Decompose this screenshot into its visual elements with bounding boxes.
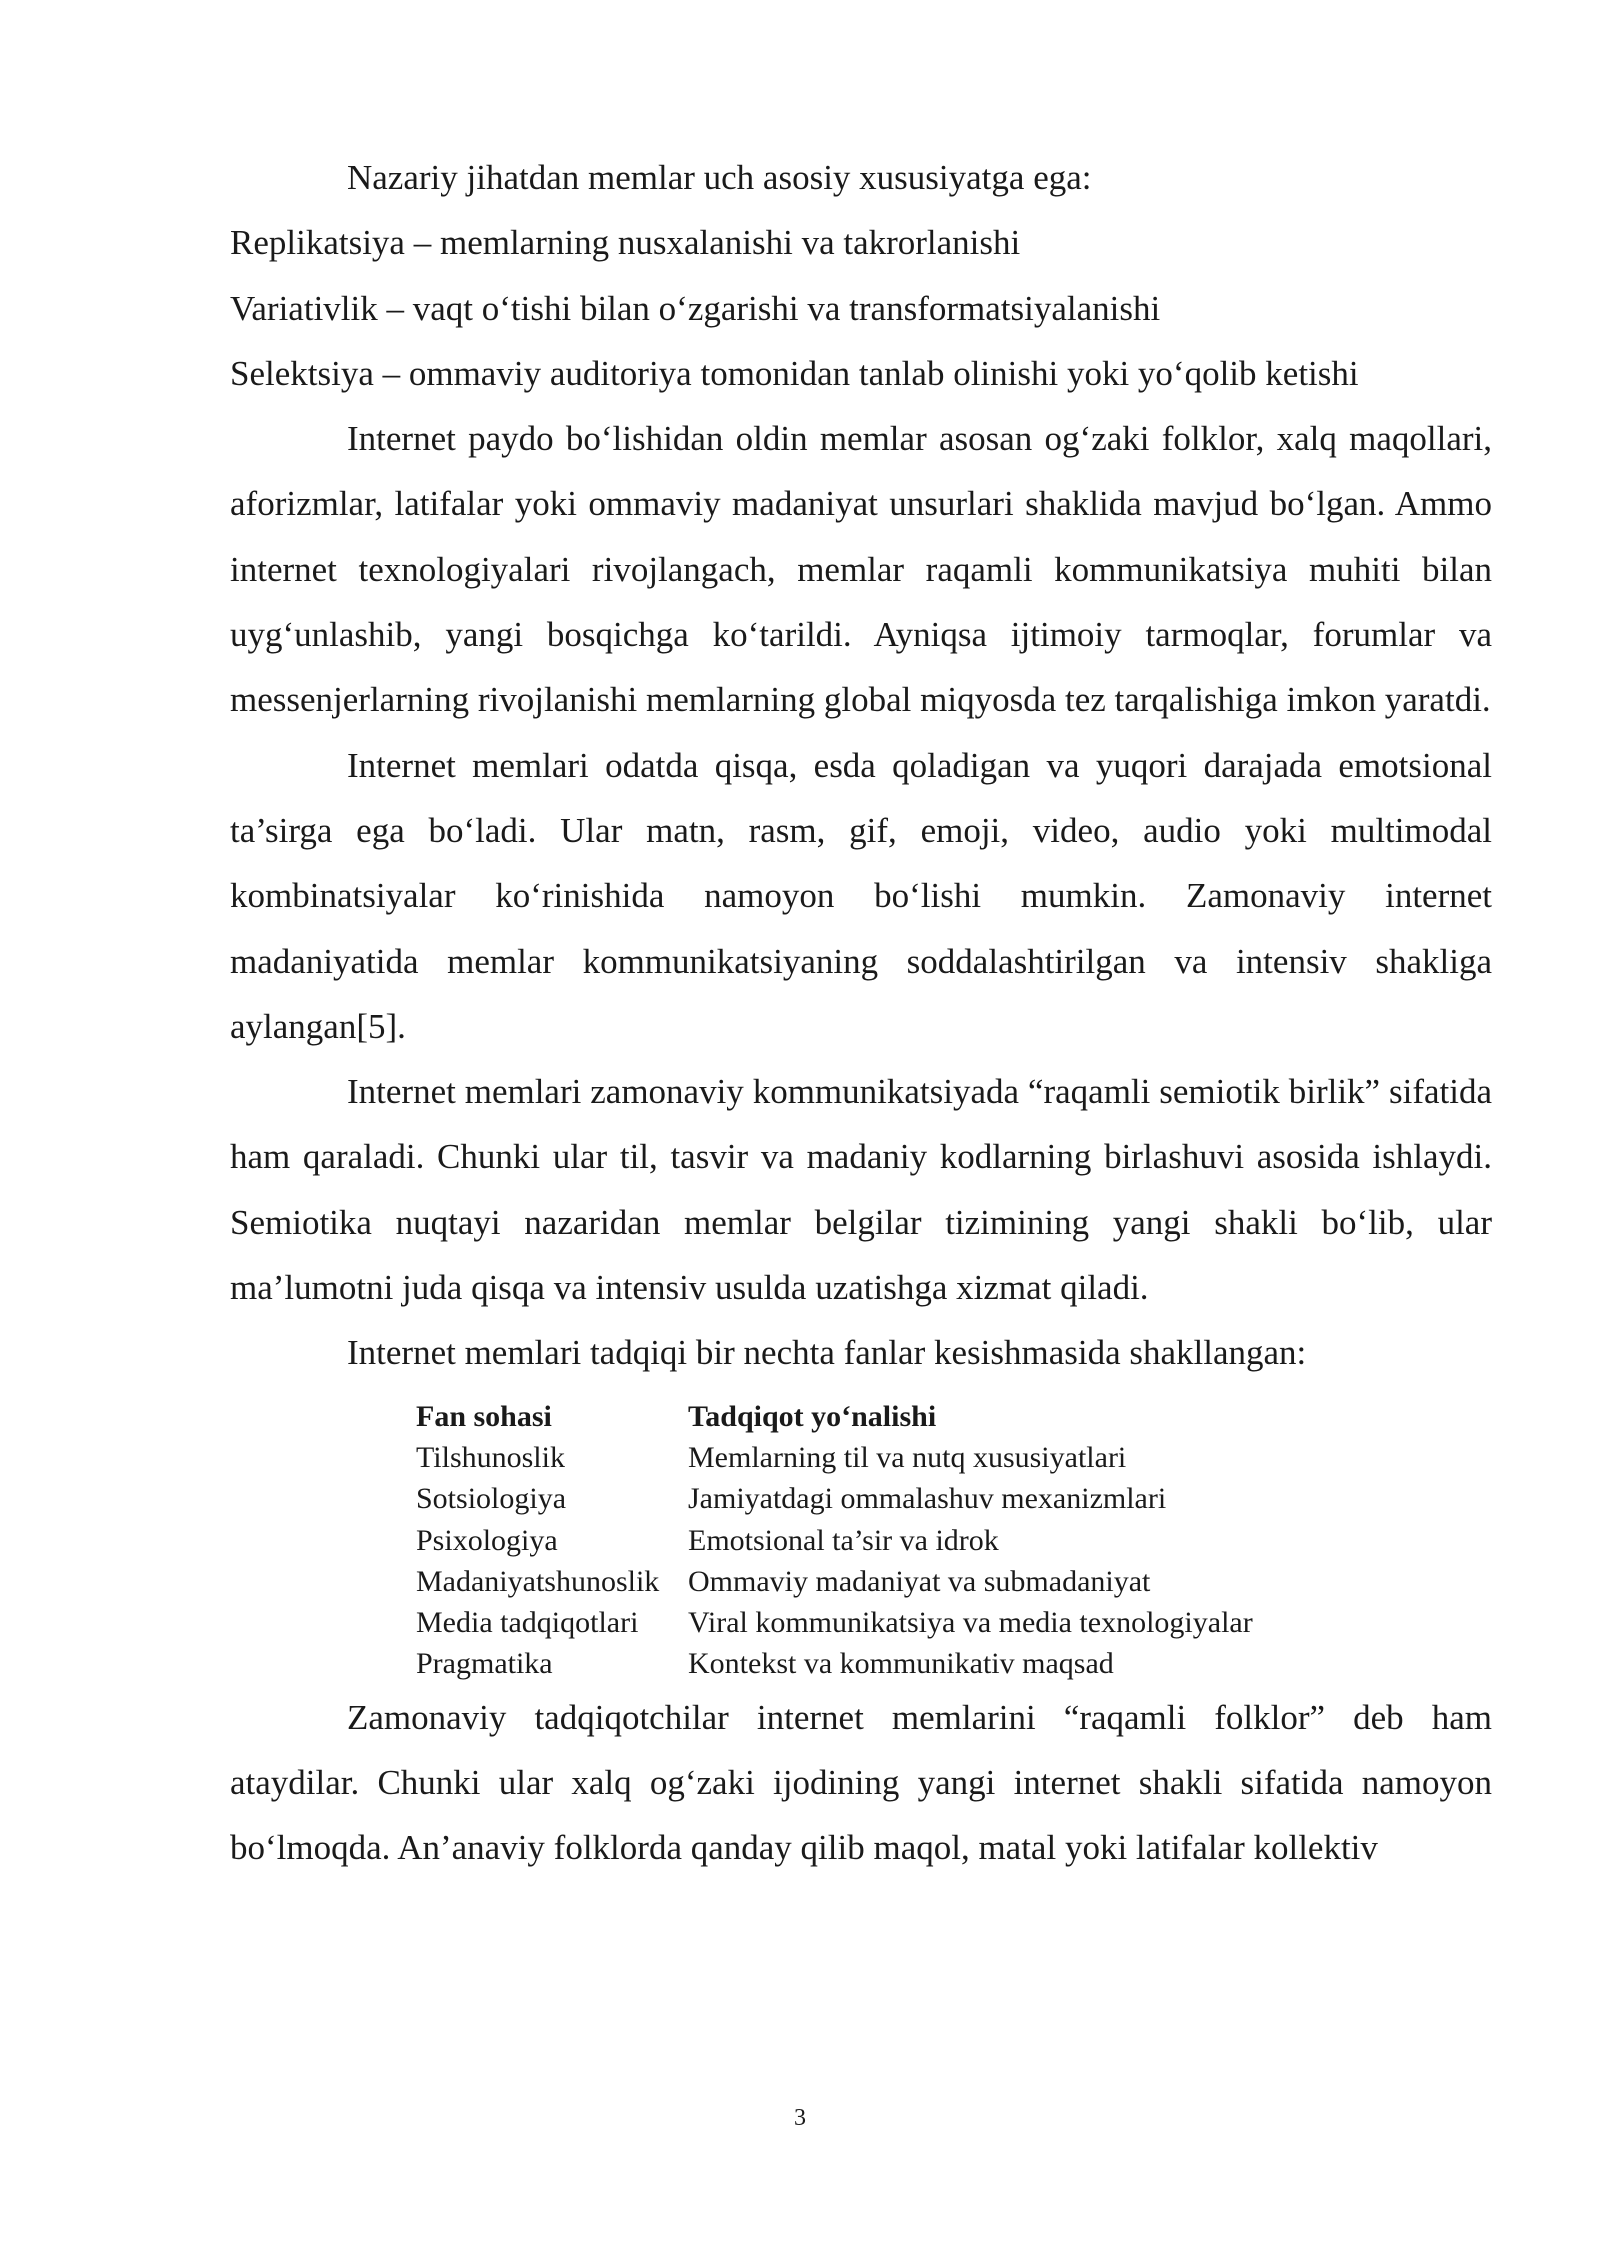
research-fields-table [416,1396,1253,1685]
paragraph-internet-memes: Internet memlari odatda qisqa, esda qoladigan va yuqori darajada emotsional ta’sirga ega bo‘ladi. Ular matn, rasm, gif, emoji, video, audio yoki multimodal kombinatsiyalar ko‘rinishida namoyon bo‘lishi mumkin. Zamonaviy internet madaniyatida memlar kommunikatsiyaning soddalashtirilgan va intensiv shakliga aylangan[5]. [230,745,1492,1046]
table-header-field: Fan sohasi [416,1399,552,1433]
table-row [416,1478,1253,1519]
table-cell-field: Sotsiologiya [416,1482,567,1516]
paragraph-before-internet: Internet paydo bo‘lishidan oldin memlar asosan og‘zaki folklor, xalq maqollari, aforizmlar, latifalar yoki ommaviy madaniyat unsurlari shaklida mavjud bo‘lgan. Ammo internet texnologiyalari rivojlangach, memlar raqamli kommunikatsiya muhiti bilan uyg‘unlashib, yangi bosqichga ko‘tarildi. Ayniqsa ijtimoiy tarmoqlar, forumlar va messenjerlarning rivojlanishi memlarning global miqyosda tez tarqalishiga imkon yaratdi. [230,419,1492,720]
paragraph-table-intro: Internet memlari tadqiqi bir nechta fanlar kesishmasida shakllangan: [347,1333,1307,1373]
table-cell-direction: Kontekst va kommunikativ maqsad [688,1647,1114,1681]
table-cell-direction: Viral kommunikatsiya va media texnologiyalar [688,1606,1253,1640]
table-header-direction: Tadqiqot yo‘nalishi [688,1399,937,1433]
table-cell-direction: Memlarning til va nutq xususiyatlari [688,1440,1127,1474]
list-item-variation: Variativlik – vaqt o‘tishi bilan o‘zgarishi va transformatsiyalanishi [230,288,1161,328]
table-row [416,1643,1253,1684]
table-cell-field: Tilshunoslik [416,1440,565,1474]
table-row [416,1437,1253,1478]
paragraph-digital-folklore: Zamonaviy tadqiqotchilar internet memlarini “raqamli folklor” deb ham ataydilar. Chunki ular xalq og‘zaki ijodining yangi internet shakli sifatida namoyon bo‘lmoqda. An’anaviy folklorda qanday qilib maqol, matal yoki latifalar kollektiv [230,1697,1492,1868]
paragraph-semiotic-unit: Internet memlari zamonaviy kommunikatsiyada “raqamli semiotik birlik” sifatida ham qaraladi. Chunki ular til, tasvir va madaniy kodlarning birlashuvi asosida ishlaydi. Semiotika nuqtayi nazaridan memlar belgilar tizimining yangi shakli bo‘lib, ular ma’lumotni juda qisqa va intensiv usulda uzatishga xizmat qiladi. [230,1072,1492,1308]
table-cell-direction: Ommaviy madaniyat va submadaniyat [688,1564,1151,1598]
table-cell-direction: Emotsional ta’sir va idrok [688,1523,999,1557]
table-cell-direction: Jamiyatdagi ommalashuv mexanizmlari [688,1482,1167,1516]
list-item-selection: Selektsiya – ommaviy auditoriya tomonidan tanlab olinishi yoki yo‘qolib ketishi [230,353,1359,393]
table-row [416,1561,1253,1602]
table-row [416,1602,1253,1643]
document-page [230,145,1492,1881]
paragraph-intro: Nazariy jihatdan memlar uch asosiy xususiyatga ega: [347,158,1092,197]
table-cell-field: Pragmatika [416,1647,553,1681]
list-item-replication: Replikatsiya – memlarning nusxalanishi va takrorlanishi [230,223,1021,263]
table-cell-field: Media tadqiqotlari [416,1606,639,1640]
table-cell-field: Psixologiya [416,1523,558,1557]
table-row [416,1520,1253,1561]
page-number: 3 [794,2105,806,2131]
table-cell-field: Madaniyatshunoslik [416,1564,660,1598]
table-header-row [416,1396,1253,1437]
